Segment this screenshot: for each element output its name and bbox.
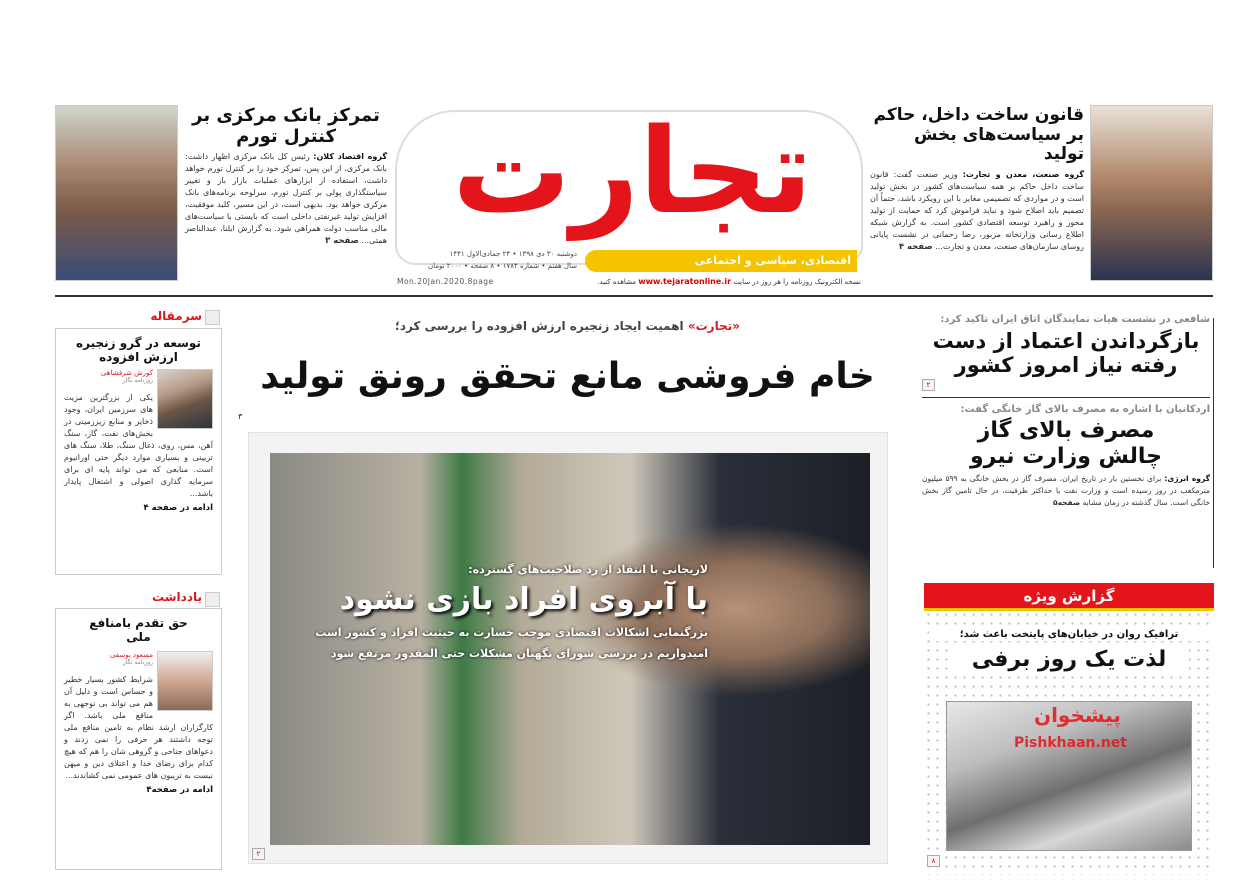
lead: گروه اقتصاد کلان: <box>313 152 388 162</box>
right2-body <box>922 473 1210 509</box>
right2-kicker: اردکانیان با اشاره به مصرف بالای گاز خانگی گفت: <box>960 403 1210 415</box>
author-role: روزنامه نگار <box>122 376 153 384</box>
special-headline[interactable]: لذت یک روز برفی <box>949 647 1189 672</box>
special-page[interactable]: ۸ <box>927 855 940 867</box>
website-suffix: مشاهده کنید. <box>597 278 637 286</box>
main-headline[interactable]: خام فروشی مانع تحقق رونق تولید <box>260 356 875 397</box>
main-kicker <box>245 320 890 334</box>
main-page: ۳ <box>238 412 243 421</box>
photo-story-headline[interactable]: با آبروی افراد بازی نشود <box>339 582 708 617</box>
photo-story-page[interactable]: ۲ <box>252 848 265 860</box>
note-more[interactable]: ادامه در صفحه۴ <box>146 784 213 795</box>
right1-page[interactable]: ۲ <box>922 379 935 391</box>
top-left-body <box>185 151 387 247</box>
editorial-more[interactable]: ادامه در صفحه ۴ <box>143 502 213 513</box>
larijani-photo[interactable] <box>270 453 870 845</box>
author-photo <box>157 651 213 711</box>
section-marker <box>205 310 220 325</box>
right1-headline[interactable]: بازگرداندن اعتماد از دست رفته نیاز امروز کشور <box>932 328 1200 377</box>
right2-text: برای نخستین بار در تاریخ ایران، مصرف گاز در بخش خانگی به ۵۹۹ میلیون مترمکعب در روز رسیده است و وزارت نفت با حداکثر ظرفیت، در حال تامین گاز بخش خانگی است. سال گذشته در زمان مشابه <box>922 473 1210 507</box>
website-prefix: نسخه الکترونیک روزنامه را هر روز در سایت <box>733 278 861 286</box>
kicker-brand: «تجارت» <box>687 319 740 333</box>
issue-line: سال هفتم • شماره ۱۷۸۴ • ۸ صفحه • ۲۰۰۰ تومان <box>427 262 577 270</box>
editorial-title[interactable]: توسعه در گرو زنجیره ارزش افزوده <box>76 336 201 364</box>
editorial-box <box>55 328 222 575</box>
watermark-fa: پیشخوان <box>1034 703 1121 727</box>
right1-kicker: شافعی در نشست هیات نمایندگان اتاق ایران تاکید کرد: <box>940 314 1210 325</box>
author-photo <box>157 369 213 429</box>
photo-story <box>278 563 708 660</box>
right2-story <box>922 404 1210 509</box>
right-column <box>922 314 1210 509</box>
photo-story-line1: بزرگنمایی اشکالات اقتصادی موجب خسارت به حیثیت افراد و کشور است <box>315 626 708 639</box>
top-right-body <box>870 169 1084 253</box>
watermark-en: Pishkhaan.net <box>1014 735 1127 751</box>
top-right-page[interactable]: صفحه ۴ <box>898 241 933 252</box>
right1-story <box>922 314 1210 398</box>
photo-story-line2: امیدواریم در بررسی شورای نگهبان مشکلات حتی المقدور مرتفع شود <box>330 647 708 660</box>
english-date: Mon.20Jan.2020.8page <box>397 277 494 286</box>
governor-photo <box>55 105 178 281</box>
top-left-text: رئیس کل بانک مرکزی اظهار داشت: بانک مرکزی، از این پس، تمرکز خود را بر کنترل تورم خواهد داشت، استفاده از ابزارهای عملیات بازار باز و تغییر سیاستگذاری پولی بر کنترل تورم، سرلوحه برنامه‌های بانک مرکزی خواهد بود. بدیهی است، در این مسیر، کلید موفقیت، افزایش تولید غیرنفتی داخلی است که بایستی با سیاست‌های مالی مناسب دولت همراهی شود. به گزارش ایلنا، عبدالناصر همتی... <box>185 152 387 246</box>
top-right-story <box>870 106 1084 253</box>
header-divider <box>55 295 1213 297</box>
note-body: شرایط کشور بسیار خطیر و حساس است و دلیل آن هم می تواند بی توجهی به منافع ملی باشد. اگر کارگزاران ارشد نظام به تامین منافع ملی توجه داشتند هر حرفی را نمی زدند و دعواهای جناحی و گروهی شان را هم که هیچ کدام برای رضای خدا و اعتلای دین و میهن نیست به تریبون های عمومی نمی کشاندند... <box>64 674 213 780</box>
website-line <box>597 277 861 286</box>
top-left-headline[interactable]: تمرکز بانک مرکزی بر کنترل تورم <box>192 105 380 147</box>
note-label: یادداشت <box>152 590 202 604</box>
author-name: کورش شرفشاهی <box>100 368 153 377</box>
lead: گروه انرژی: <box>1164 473 1210 483</box>
right2-headline[interactable]: مصرف بالای گاز چالش وزارت نیرو <box>969 418 1163 469</box>
photo-story-kicker: لاریجانی با انتقاد از رد صلاحیت‌های گسترده: <box>468 563 708 576</box>
section-marker <box>205 592 220 607</box>
lead: گروه صنعت، معدن و تجارت: <box>962 169 1084 179</box>
top-left-page[interactable]: صفحه ۳ <box>325 236 359 247</box>
note-title[interactable]: حق تقدم بامنافع ملی <box>89 616 188 644</box>
minister-photo <box>1090 105 1213 281</box>
logo[interactable]: تجارت <box>452 112 813 240</box>
top-left-story <box>185 106 387 247</box>
tagline: اقتصادی، سیاسی و اجتماعی <box>694 254 851 267</box>
top-right-text: وزیر صنعت گفت: قانون ساخت داخل حاکم بر همه سیاست‌های کشور در بخش تولید است و در مواردی که تصمیمی مغایر با این رویکرد باشد، حتماً آن تصمیم باید اصلاح شود و نباید فراموش کرد که حمایت از تولید محور و راهبرد توسعه اقتصادی کشور است. به گزارش شبکه اطلاع رسانی وزارتخانه مزبور، رضا رحمانی در نشست پایانی روسای سازمان‌های صنعت، معدن و تجارت... <box>870 169 1084 251</box>
right2-page[interactable]: صفحه۵ <box>1053 497 1081 507</box>
logo-wrap <box>405 112 860 248</box>
top-right-headline[interactable]: قانون ساخت داخل، حاکم بر سیاست‌های بخش تولید <box>873 105 1084 165</box>
right-column-rule <box>1213 318 1214 568</box>
special-report <box>924 583 1214 875</box>
author-role: روزنامه نگار <box>122 658 153 666</box>
special-label: گزارش ویژه <box>1023 587 1115 605</box>
masthead <box>395 100 865 290</box>
date-line: دوشنبه ۳۰ دی ۱۳۹۸ • ۲۴ جمادی‌الاول ۱۴۴۱ <box>449 250 577 258</box>
kicker-text: اهمیت ایجاد زنجیره ارزش افزوده را بررسی کرد؛ <box>395 319 684 333</box>
note-box <box>55 608 222 870</box>
author-name: مسعود یوسفی <box>109 650 153 659</box>
special-kicker: ترافیک روان در خیابان‌های پایتخت باعث شد؛ <box>929 629 1209 641</box>
website-link[interactable]: www.tejaratonline.ir <box>638 277 732 286</box>
editorial-label: سرمقاله <box>150 309 202 323</box>
editorial-body: یکی از بزرگترین مزیت های سرزمین ایران، وجود ذخایر و منابع زیرزمینی در بخش‌های نفت، گاز، سنگ آهن، مس، روی، ذغال سنگ، طلا، سنگ های تزیینی و بسیاری موارد دیگر حتی اورانیوم است. منابعی که می تواند پایه ای برای سرمایه گذاری اصولی و اشتغال پایدار باشد... <box>64 392 213 498</box>
